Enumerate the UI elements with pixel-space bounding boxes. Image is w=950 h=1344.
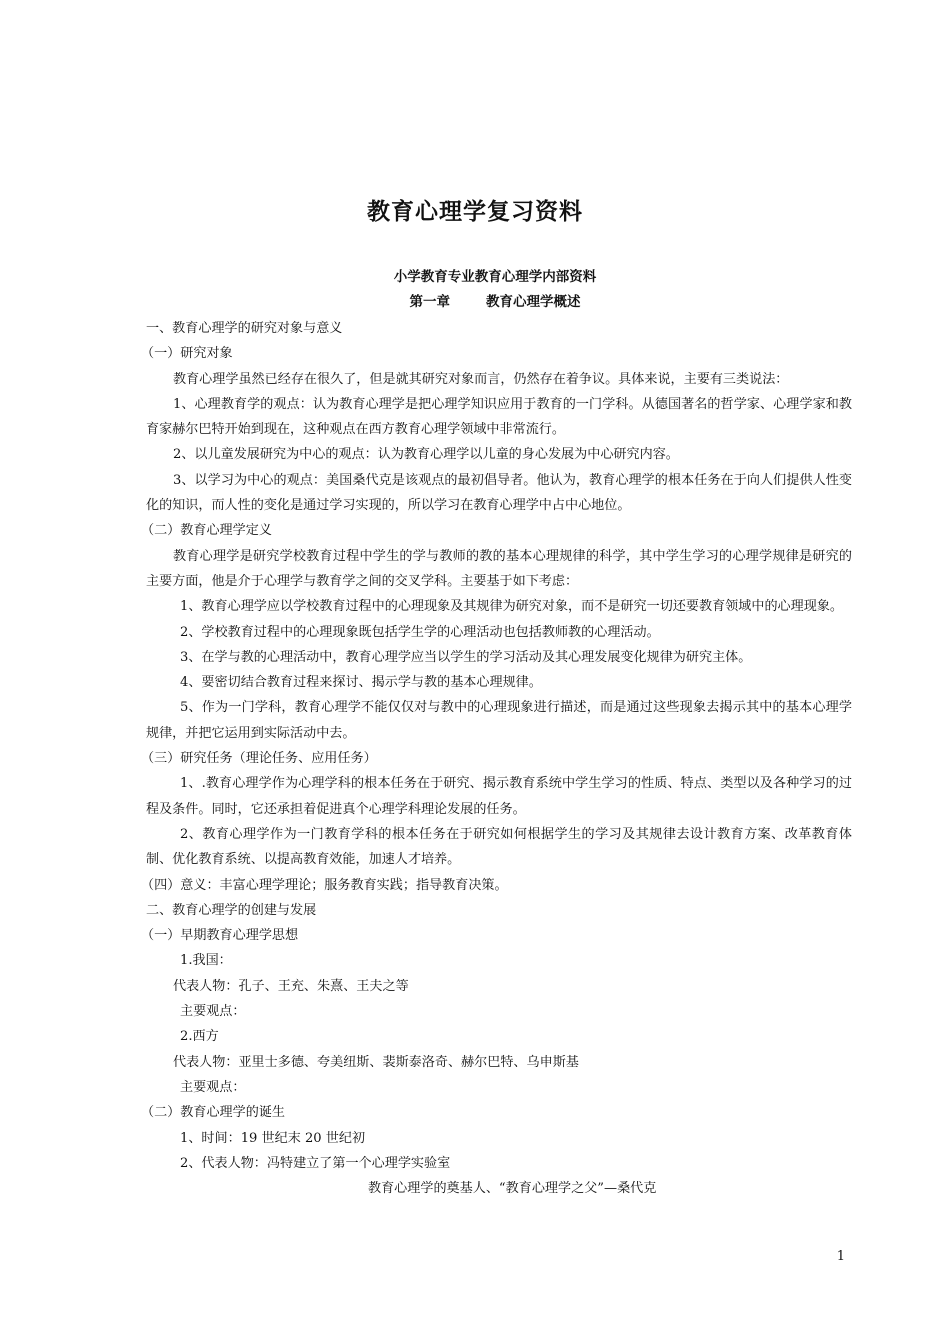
paragraph: 2、以儿童发展研究为中心的观点：认为教育心理学以儿童的身心发展为中心研究内容。 — [173, 447, 679, 463]
paragraph: 3、在学与教的心理活动中，教育心理学应当以学生的学习活动及其心理发展变化规律为研究主体。 — [180, 649, 752, 665]
paragraph: 2、学校教育过程中的心理现象既包括学生学的心理活动也包括教师教的心理活动。 — [180, 624, 660, 640]
paragraph: 1、.教育心理学作为心理学科的根本任务在于研究、揭示教育系统中学生学习的性质、特点、类型以及各种学习的过程及条件。同时，它还承担着促进真个心理学科理论发展的任务。 — [146, 776, 852, 817]
list-item: 1.我国： — [180, 953, 232, 969]
subsection-heading: （四）意义：丰富心理学理论；服务教育实践；指导教育决策。 — [141, 877, 508, 893]
document-subtitle: 小学教育专业教育心理学内部资料 — [393, 269, 597, 285]
section-heading: 一、教育心理学的研究对象与意义 — [146, 321, 343, 336]
list-item: 2、代表人物：冯特建立了第一个心理学实验室 — [180, 1155, 451, 1171]
chapter-heading — [0, 290, 950, 310]
paragraph: 4、要密切结合教育过程来探讨、揭示学与教的基本心理规律。 — [180, 675, 542, 691]
list-item: 代表人物：孔子、王充、朱熹、王夫之等 — [173, 978, 409, 994]
paragraph: 1、教育心理学应以学校教育过程中的心理现象及其规律为研究对象，而不是研究一切还要教育领域中的心理现象。 — [180, 599, 844, 615]
paragraph: 5、作为一门学科，教育心理学不能仅仅对与教中的心理现象进行描述，而是通过这些现象去揭示其中的基本心理学规律，并把它运用到实际活动中去。 — [146, 700, 852, 741]
paragraph: 3、以学习为中心的观点：美国桑代克是该观点的最初倡导者。他认为，教育心理学的根本任务在于向人们提供人性变化的知识，而人性的变化是通过学习实现的，所以学习在教育心理学中占中心地位。 — [146, 472, 852, 514]
paragraph: 1、心理教育学的观点：认为教育心理学是把心理学知识应用于教育的一门学科。从德国著名的哲学家、心理学家和教育家赫尔巴特开始到现在，这种观点在西方教育心理学领域中非常流行。 — [146, 396, 852, 438]
list-item: 代表人物：亚里士多德、夸美纽斯、裴斯泰洛奇、赫尔巴特、乌申斯基 — [173, 1054, 579, 1070]
list-item: 2.西方 — [180, 1029, 219, 1045]
subsection-heading: （三）研究任务（理论任务、应用任务） — [141, 751, 377, 767]
subsection-heading: （一）研究对象 — [141, 346, 233, 362]
document-title: 教育心理学复习资料 — [367, 199, 583, 225]
list-item: 主要观点： — [180, 1004, 246, 1020]
chapter-title: 教育心理学概述 — [486, 294, 581, 310]
list-item: 主要观点： — [180, 1079, 246, 1095]
subsection-heading: （二）教育心理学的诞生 — [141, 1105, 286, 1121]
paragraph: 教育心理学是研究学校教育过程中学生的学与教师的教的基本心理规律的科学，其中学生学习的心理学规律是研究的主要方面，他是介于心理学与教育学之间的交叉学科。主要基于如下考虑： — [146, 548, 852, 589]
section-heading: 二、教育心理学的创建与发展 — [146, 902, 317, 918]
document-body — [141, 316, 852, 1201]
chapter-number: 第一章 — [409, 294, 450, 310]
list-item: 1、时间：19 世纪末 20 世纪初 — [180, 1130, 366, 1146]
subsection-heading: （二）教育心理学定义 — [141, 523, 272, 539]
paragraph: 教育心理学虽然已经存在很久了，但是就其研究对象而言，仍然存在着争议。具体来说，主要有三类说法： — [173, 371, 789, 387]
list-item: 教育心理学的奠基人、“教育心理学之父”—桑代克 — [368, 1181, 657, 1197]
subsection-heading: （一）早期教育心理学思想 — [141, 928, 299, 944]
page-number: 1 — [836, 1249, 845, 1264]
paragraph: 2、教育心理学作为一门教育学科的根本任务在于研究如何根据学生的学习及其规律去设计教育方案、改革教育体制、优化教育系统、以提高教育效能，加速人才培养。 — [146, 826, 852, 868]
